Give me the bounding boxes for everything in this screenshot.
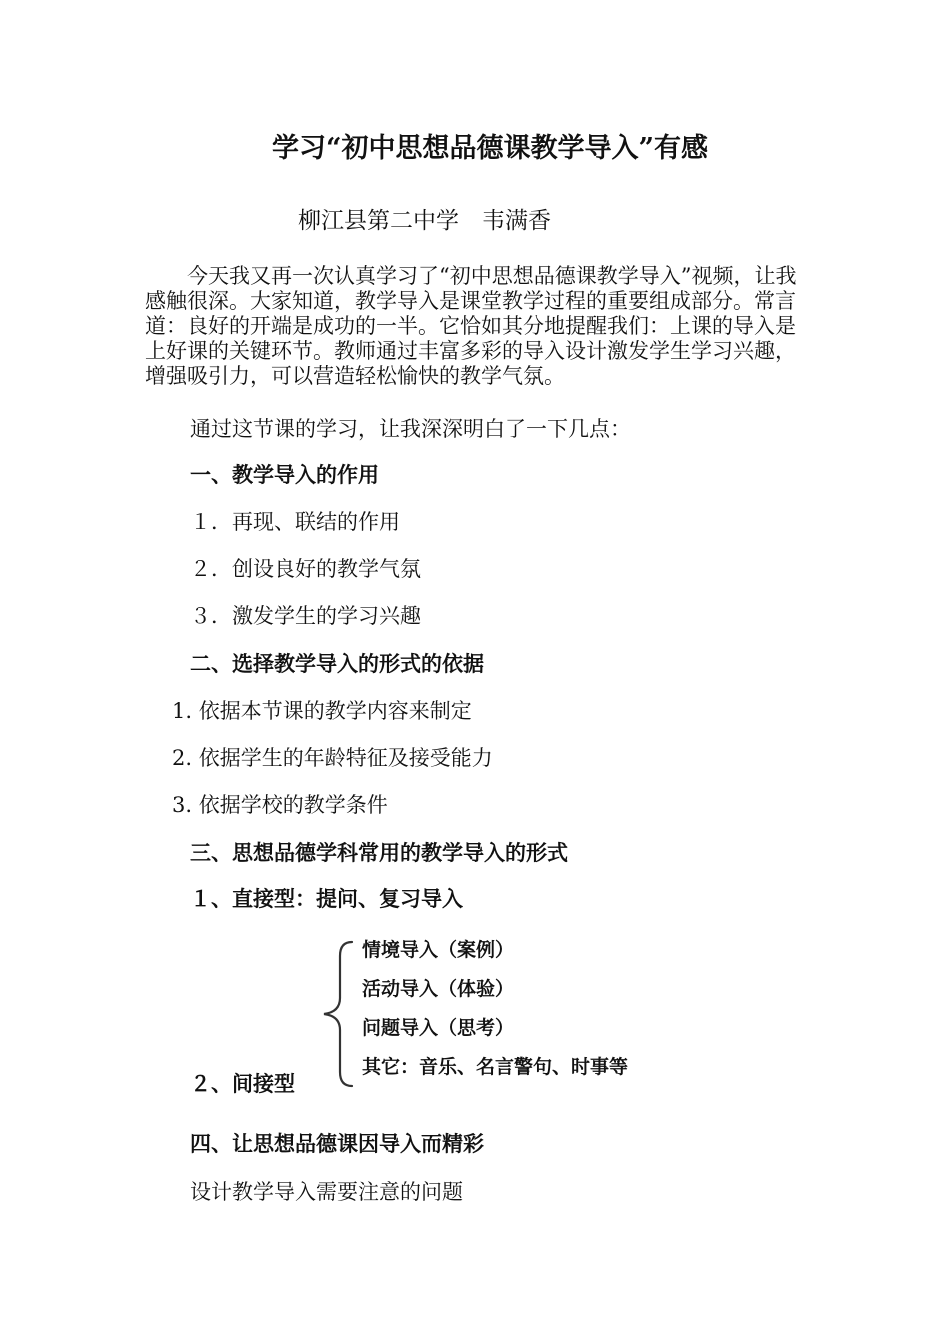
indirect-type-activity: 活动导入（体验）: [362, 978, 515, 1000]
section4-heading: 四、让思想品德课因导入而精彩: [190, 1132, 484, 1156]
left-brace-icon: [318, 932, 358, 1092]
section3-heading: 三、思想品德学科常用的教学导入的形式: [190, 841, 568, 865]
section2-item-3: 3. 依据学校的教学条件: [172, 793, 388, 817]
section4-text: 设计教学导入需要注意的问题: [190, 1180, 463, 1204]
section1-item-1: １．再现、联结的作用: [190, 510, 400, 534]
section1-item-3: ３．激发学生的学习兴趣: [190, 604, 421, 628]
section3-indirect-type: ２、间接型: [190, 1072, 295, 1096]
section1-item-2: ２．创设良好的教学气氛: [190, 557, 421, 581]
indirect-types-diagram: [318, 932, 648, 1092]
intro-paragraph: 今天我又再一次认真学习了“初中思想品德课教学导入”视频，让我感触很深。大家知道，教学导入是课堂教学过程的重要组成部分。常言道：良好的开端是成功的一半。它恰如其分地提醒我们：上课的导入是上好课的关键环节。教师通过丰富多彩的导入设计激发学生学习兴趣，增强吸引力，可以营造轻松愉快的教学气氛。: [145, 264, 797, 388]
indirect-type-other: 其它：音乐、名言警句、时事等: [362, 1056, 629, 1078]
section1-heading: 一、教学导入的作用: [190, 463, 379, 487]
section3-direct-type: １、直接型：提问、复习导入: [190, 887, 463, 911]
learned-intro: 通过这节课的学习，让我深深明白了一下几点：: [190, 417, 631, 441]
section2-heading: 二、选择教学导入的形式的依据: [190, 652, 484, 676]
document-title: 学习“初中思想品德课教学导入”有感: [271, 133, 709, 164]
indirect-type-situation: 情境导入（案例）: [362, 939, 515, 961]
author-line: 柳江县第二中学 韦满香: [298, 208, 551, 234]
section2-item-1: 1. 依据本节课的教学内容来制定: [172, 699, 472, 723]
section2-item-2: 2. 依据学生的年龄特征及接受能力: [172, 746, 493, 770]
indirect-type-question: 问题导入（思考）: [362, 1017, 515, 1039]
